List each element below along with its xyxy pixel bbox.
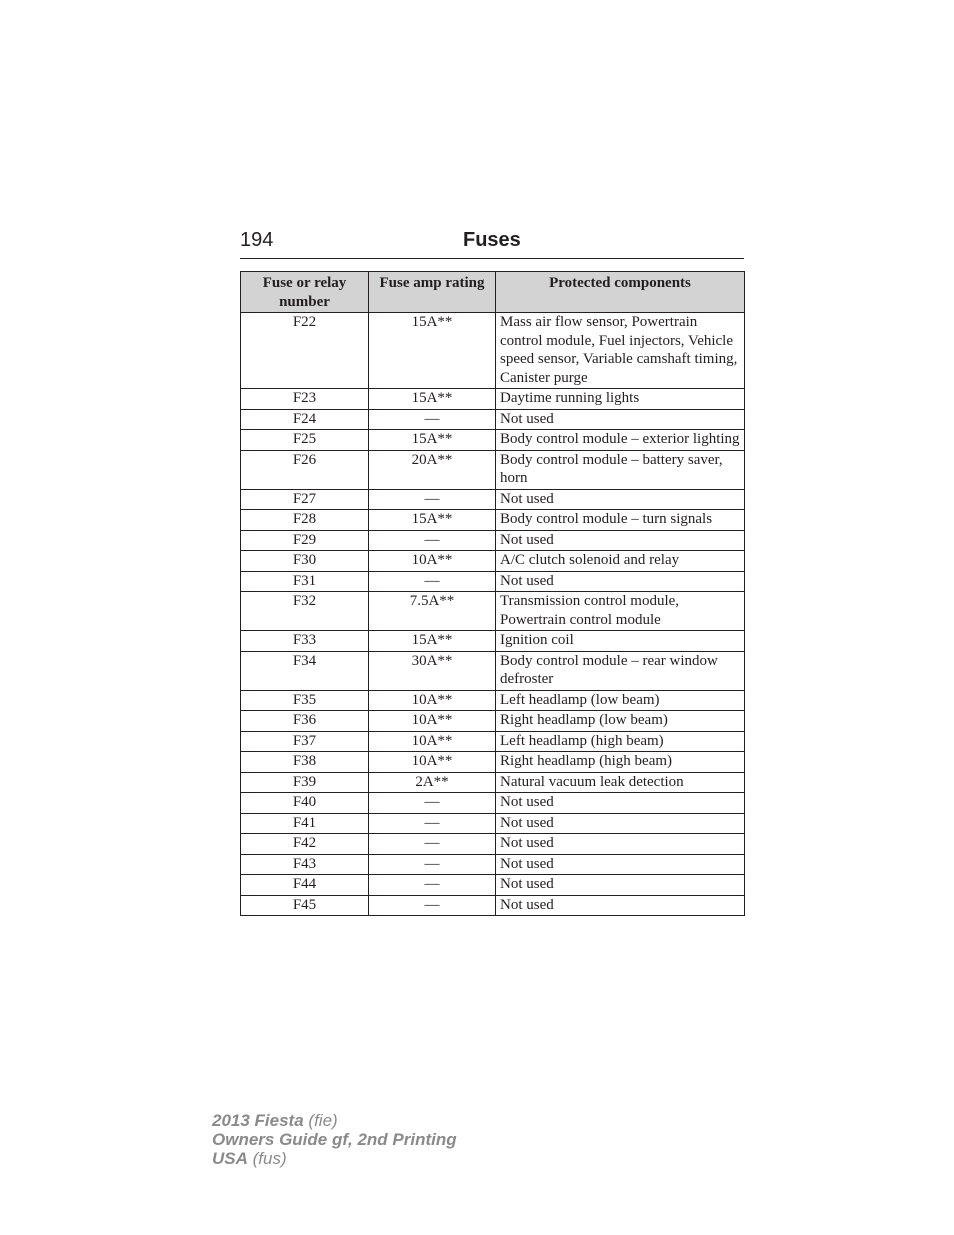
amp-rating-cell: 30A**: [369, 651, 496, 690]
fuse-number-cell: F36: [241, 711, 369, 732]
fuse-number-cell: F23: [241, 389, 369, 410]
table-row: [241, 895, 745, 916]
table-row: [241, 489, 745, 510]
amp-rating-cell: —: [369, 530, 496, 551]
fuse-number-cell: F30: [241, 551, 369, 572]
protected-components-cell: Not used: [496, 409, 745, 430]
amp-rating-cell: —: [369, 489, 496, 510]
table-row: [241, 571, 745, 592]
fuse-number-cell: F42: [241, 834, 369, 855]
table-row: [241, 875, 745, 896]
amp-rating-cell: —: [369, 409, 496, 430]
fuse-number-cell: F38: [241, 752, 369, 773]
fuse-number-cell: F27: [241, 489, 369, 510]
table-row: [241, 389, 745, 410]
protected-components-cell: Body control module – battery saver, horn: [496, 450, 745, 489]
footer-model: 2013 Fiesta: [212, 1111, 304, 1130]
table-row: [241, 409, 745, 430]
table-row: [241, 592, 745, 631]
protected-components-cell: Left headlamp (high beam): [496, 731, 745, 752]
table-row: [241, 690, 745, 711]
fuse-number-cell: F45: [241, 895, 369, 916]
fuse-number-cell: F41: [241, 813, 369, 834]
fuse-table: [240, 271, 745, 916]
section-title: Fuses: [463, 229, 521, 251]
header-row: [241, 272, 745, 313]
protected-components-cell: Not used: [496, 813, 745, 834]
fuse-number-cell: F22: [241, 313, 369, 389]
protected-components-cell: Not used: [496, 875, 745, 896]
protected-components-cell: Right headlamp (high beam): [496, 752, 745, 773]
table-row: [241, 510, 745, 531]
protected-components-cell: Not used: [496, 489, 745, 510]
fuse-table-header: [241, 272, 745, 313]
fuse-number-cell: F35: [241, 690, 369, 711]
document-footer: [212, 1111, 457, 1168]
amp-rating-cell: 20A**: [369, 450, 496, 489]
footer-market: USA: [212, 1149, 248, 1168]
protected-components-cell: Mass air flow sensor, Powertrain control module, Fuel injectors, Vehicle speed sensor, Variable camshaft timing, Canister purge: [496, 313, 745, 389]
amp-rating-cell: —: [369, 813, 496, 834]
column-header-fuse-number: Fuse or relay number: [241, 272, 369, 313]
amp-rating-cell: 10A**: [369, 690, 496, 711]
fuse-number-cell: F26: [241, 450, 369, 489]
table-row: [241, 430, 745, 451]
amp-rating-cell: —: [369, 571, 496, 592]
amp-rating-cell: —: [369, 875, 496, 896]
fuse-number-cell: F39: [241, 772, 369, 793]
fuse-table-body: [241, 313, 745, 916]
table-row: [241, 752, 745, 773]
amp-rating-cell: 15A**: [369, 631, 496, 652]
protected-components-cell: Body control module – rear window defroster: [496, 651, 745, 690]
protected-components-cell: Not used: [496, 854, 745, 875]
table-row: [241, 772, 745, 793]
amp-rating-cell: 2A**: [369, 772, 496, 793]
amp-rating-cell: 15A**: [369, 389, 496, 410]
table-row: [241, 711, 745, 732]
protected-components-cell: A/C clutch solenoid and relay: [496, 551, 745, 572]
amp-rating-cell: —: [369, 854, 496, 875]
page-header: [240, 228, 744, 259]
protected-components-cell: Not used: [496, 834, 745, 855]
amp-rating-cell: 10A**: [369, 752, 496, 773]
footer-market-code: (fus): [247, 1149, 287, 1168]
fuse-number-cell: F34: [241, 651, 369, 690]
column-header-protected-components: Protected components: [496, 272, 745, 313]
fuse-number-cell: F43: [241, 854, 369, 875]
page-number: 194: [240, 229, 274, 251]
fuse-number-cell: F32: [241, 592, 369, 631]
protected-components-cell: Body control module – turn signals: [496, 510, 745, 531]
protected-components-cell: Ignition coil: [496, 631, 745, 652]
footer-line-model: [212, 1111, 457, 1130]
protected-components-cell: Natural vacuum leak detection: [496, 772, 745, 793]
amp-rating-cell: 10A**: [369, 711, 496, 732]
protected-components-cell: Not used: [496, 571, 745, 592]
fuse-number-cell: F37: [241, 731, 369, 752]
protected-components-cell: Not used: [496, 895, 745, 916]
protected-components-cell: Daytime running lights: [496, 389, 745, 410]
table-row: [241, 313, 745, 389]
amp-rating-cell: —: [369, 895, 496, 916]
fuse-number-cell: F28: [241, 510, 369, 531]
column-header-amp-rating: Fuse amp rating: [369, 272, 496, 313]
amp-rating-cell: 10A**: [369, 731, 496, 752]
protected-components-cell: Transmission control module, Powertrain control module: [496, 592, 745, 631]
amp-rating-cell: 15A**: [369, 313, 496, 389]
footer-model-code: (fie): [303, 1111, 338, 1130]
amp-rating-cell: 15A**: [369, 510, 496, 531]
protected-components-cell: Not used: [496, 530, 745, 551]
amp-rating-cell: 15A**: [369, 430, 496, 451]
fuse-number-cell: F29: [241, 530, 369, 551]
table-row: [241, 731, 745, 752]
fuse-number-cell: F33: [241, 631, 369, 652]
table-row: [241, 854, 745, 875]
fuse-number-cell: F25: [241, 430, 369, 451]
footer-line-edition: [212, 1130, 457, 1149]
table-row: [241, 530, 745, 551]
table-row: [241, 813, 745, 834]
amp-rating-cell: 10A**: [369, 551, 496, 572]
amp-rating-cell: —: [369, 834, 496, 855]
amp-rating-cell: 7.5A**: [369, 592, 496, 631]
amp-rating-cell: —: [369, 793, 496, 814]
table-row: [241, 651, 745, 690]
footer-edition: Owners Guide gf, 2nd Printing: [212, 1130, 457, 1149]
protected-components-cell: Left headlamp (low beam): [496, 690, 745, 711]
table-row: [241, 450, 745, 489]
table-row: [241, 834, 745, 855]
fuse-number-cell: F31: [241, 571, 369, 592]
protected-components-cell: Body control module – exterior lighting: [496, 430, 745, 451]
table-row: [241, 793, 745, 814]
protected-components-cell: Not used: [496, 793, 745, 814]
fuse-number-cell: F40: [241, 793, 369, 814]
fuse-number-cell: F44: [241, 875, 369, 896]
table-row: [241, 631, 745, 652]
protected-components-cell: Right headlamp (low beam): [496, 711, 745, 732]
fuse-number-cell: F24: [241, 409, 369, 430]
footer-line-market: [212, 1149, 457, 1168]
table-row: [241, 551, 745, 572]
